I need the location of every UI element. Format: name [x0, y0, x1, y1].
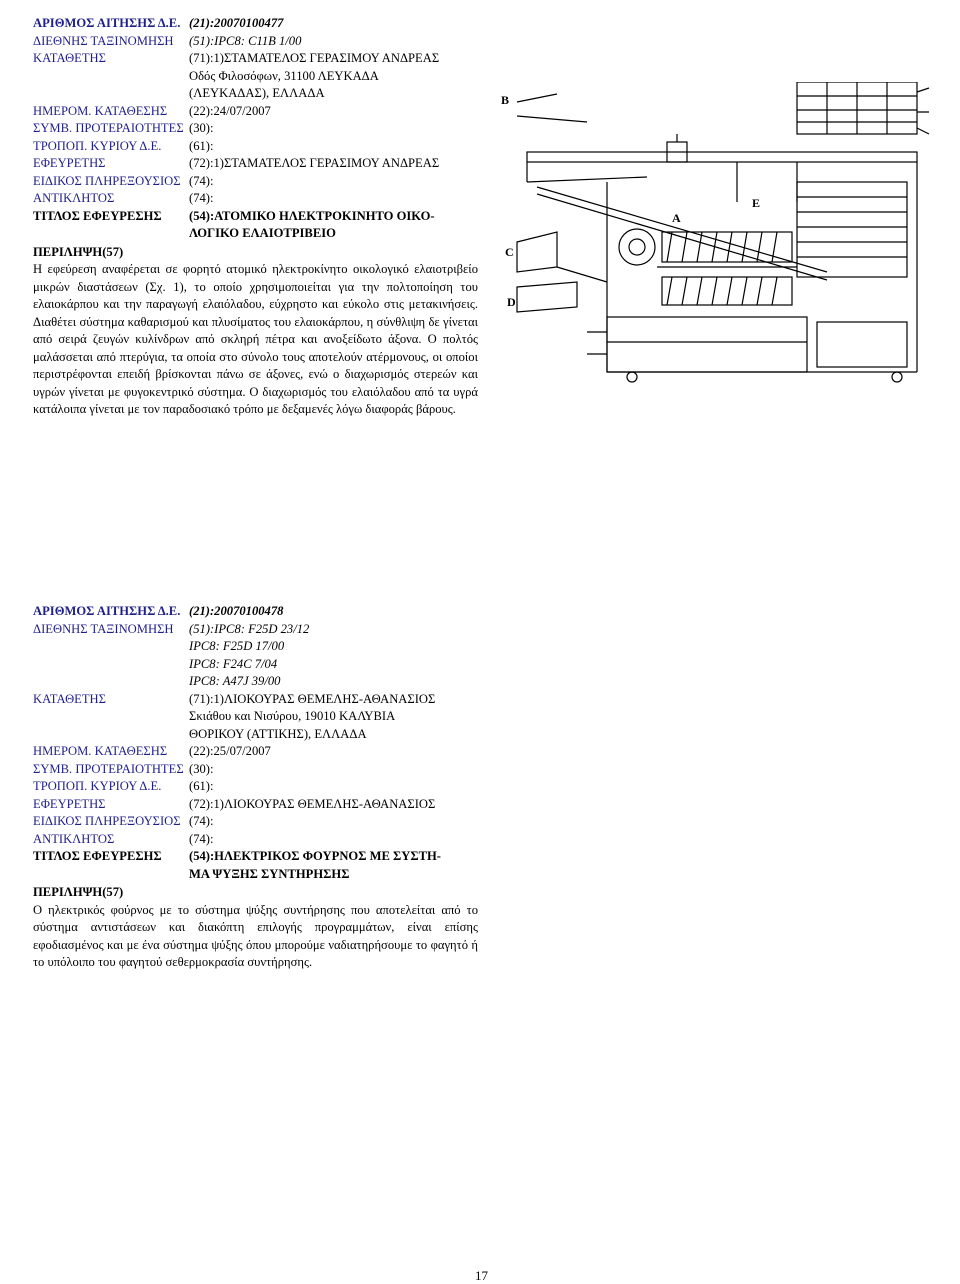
abstract-text: Ο ηλεκτρικός φούρνος με το σύστημα ψύξης συντήρησης που αποτελείται από το σύστημα αντιστάσεων και διακόπτη επιλογής προγραμμάτων, είναι επίσης εφοδιασμένος και με ένα σύστημα ψύξης όπου μπορούμε ναδιατηρήσουμε το φαγητό ή το υπόλοιπο του φαγητού σεθερμοκρασία συντήρησης. [33, 902, 478, 969]
field-label: ΕΦΕΥΡΕΤΗΣ [33, 796, 106, 811]
field-label: ΑΡΙΘΜΟΣ ΑΙΤΗΣΗΣ Δ.Ε. [33, 16, 181, 30]
field-value: (61): [189, 779, 214, 793]
field-value: (22):24/07/2007 [189, 103, 271, 118]
field-row [33, 15, 478, 33]
field-value: (74): [189, 191, 214, 205]
abstract-heading: ΠΕΡΙΛΗΨΗ(57) [33, 885, 124, 899]
field-label: ΔΙΕΘΝΗΣ ΤΑΞΙΝΟΜΗΣΗ [33, 33, 174, 48]
field-value: (30): [189, 761, 214, 776]
field-row [33, 120, 478, 138]
field-row [33, 173, 478, 191]
field-label: ΑΝΤΙΚΛΗΤΟΣ [33, 191, 115, 205]
field-label: ΚΑΤΑΘΕΤΗΣ [33, 691, 106, 706]
field-label: ΔΙΕΘΝΗΣ ΤΑΞΙΝΟΜΗΣΗ [33, 621, 174, 636]
figure-letter: C [505, 245, 514, 259]
field-value: (21):20070100478 [189, 604, 284, 618]
field-label: ΗΜΕΡΟΜ. ΚΑΤΑΘΕΣΗΣ [33, 744, 168, 758]
field-label: ΣΥΜΒ. ΠΡΟΤΕΡΑΙΟΤΗΤΕΣ [33, 121, 184, 135]
field-label: ΑΝΤΙΚΛΗΤΟΣ [33, 831, 115, 846]
field-label: ΑΡΙΘΜΟΣ ΑΙΤΗΣΗΣ Δ.Ε. [33, 604, 181, 618]
field-label: ΣΥΜΒ. ΠΡΟΤΕΡΑΙΟΤΗΤΕΣ [33, 761, 184, 776]
field-value: (74): [189, 814, 214, 828]
field-row [33, 603, 478, 621]
field-value: (74): [189, 831, 214, 846]
figure-letter: D [507, 295, 516, 309]
field-value: (30): [189, 121, 214, 135]
field-value: (21):20070100477 [189, 16, 284, 30]
drawing-roller-assembly [619, 229, 797, 305]
drawing-machine-frame [527, 134, 917, 372]
technical-drawing-figure [497, 82, 933, 387]
field-value: (71):1)ΣΤΑΜΑΤΕΛΟΣ ΓΕΡΑΣΙΜΟΥ ΑΝΔΡΕΑΣ Οδός Φιλοσόφων, 31100 ΛΕΥΚΑΔΑ (ΛΕΥΚΑΔΑΣ), ΕΛΛΑΔΑ [189, 51, 440, 100]
title-label: ΤΙΤΛΟΣ ΕΦΕΥΡΕΣΗΣ [33, 849, 162, 863]
field-row [33, 691, 478, 744]
field-row [33, 190, 478, 208]
field-row [33, 761, 478, 779]
title-label: ΤΙΤΛΟΣ ΕΦΕΥΡΕΣΗΣ [33, 208, 162, 223]
field-value: (71):1)ΛΙΟΚΟΥΡΑΣ ΘΕΜΕΛΗΣ-ΑΘΑΝΑΣΙΟΣ Σκιάθου και Νισύρου, 19010 ΚΑΛΥΒΙΑ ΘΟΡΙΚΟΥ (ΑΤΤΙΚΗΣ), ΕΛΛΑΔΑ [189, 691, 436, 741]
invention-title: (54):ΑΤΟΜΙΚΟ ΗΛΕΚΤΡΟΚΙΝΗΤΟ ΟΙΚΟ- ΛΟΓΙΚΟ ΕΛΑΙΟΤΡΙΒΕΙΟ [189, 208, 435, 240]
page-number: 17 [475, 1268, 488, 1283]
field-value: (72):1)ΛΙΟΚΟΥΡΑΣ ΘΕΜΕΛΗΣ-ΑΘΑΝΑΣΙΟΣ [189, 796, 436, 811]
field-row [33, 743, 478, 761]
field-row [33, 33, 478, 51]
field-label: ΤΡΟΠΟΠ. ΚΥΡΙΟΥ Δ.Ε. [33, 779, 162, 793]
field-label: ΕΙΔΙΚΟΣ ΠΛΗΡΕΞΟΥΣΙΟΣ [33, 173, 181, 188]
figure-letter: A [672, 211, 681, 225]
field-row [33, 155, 478, 173]
figure-letter: E [752, 196, 761, 210]
field-value: (22):25/07/2007 [189, 744, 271, 758]
field-row [33, 796, 478, 814]
field-label: ΗΜΕΡΟΜ. ΚΑΤΑΘΕΣΗΣ [33, 103, 168, 118]
abstract-text: Η εφεύρεση αναφέρεται σε φορητό ατομικό ηλεκτροκίνητο οικολογικό ελαιοτριβείο μικρών διαστάσεων (Σχ. 1), το οποίο χρησιμοποιείται για την πολτοποίηση του ελαιοκάρπου και την παραγωγή ελαιόλαδου, εύχρηστο και εύκολο στις μετακινήσεις. Διαθέτει σύστημα καθαρισμού και πλυσίματος του ελαιοκάρπου, η σύνθλιψη δε γίνεται από σειρά ζευγών κυλίνδρων από σκληρή πέτρα και ανοξείδωτο άξονα. Ο πολτός μαλάσσεται από πτερύγια, τα οποία στο σύνολο τους αποτελούν ατέρμονους, οι οποίοι περιστρέφονται επειδή βρίσκονται πάνω σε άξονες, ενώ ο διαχωρισμός στερεών και υγρών γίνεται με φυγοκεντρικό σύστημα. Ο διαχωρισμός του ελαιόλαδου από τα υγρά κατάλοιπα γίνεται με τον παραδοσιακό τρόπο με δεξαμενές λόγω διαφοράς βάρους. [33, 262, 478, 416]
field-label: ΤΡΟΠΟΠ. ΚΥΡΙΟΥ Δ.Ε. [33, 138, 162, 153]
field-label: ΕΙΔΙΚΟΣ ΠΛΗΡΕΞΟΥΣΙΟΣ [33, 814, 181, 828]
figure-letter: B [501, 93, 510, 107]
drawing-left-chute [517, 232, 607, 312]
patent-entry-2 [33, 603, 478, 972]
title-row [33, 848, 478, 883]
field-label: ΚΑΤΑΘΕΤΗΣ [33, 51, 106, 65]
field-value: (74): [189, 173, 214, 188]
patent-entry-1 [33, 15, 478, 419]
field-row [33, 50, 478, 103]
drawing-inset-top [517, 82, 929, 134]
field-row [33, 813, 478, 831]
field-value: (72):1)ΣΤΑΜΑΤΕΛΟΣ ΓΕΡΑΣΙΜΟΥ ΑΝΔΡΕΑΣ [189, 156, 440, 170]
abstract-heading: ΠΕΡΙΛΗΨΗ(57) [33, 244, 124, 259]
field-row [33, 778, 478, 796]
field-row [33, 831, 478, 849]
field-row [33, 621, 478, 691]
field-row [33, 103, 478, 121]
field-value: (61): [189, 138, 214, 153]
drawing-right-compartment [797, 182, 907, 277]
field-value: (51):IPC8: F25D 23/12 IPC8: F25D 17/00 IPC8: F24C 7/04 IPC8: A47J 39/00 [189, 621, 310, 688]
title-row [33, 208, 478, 243]
field-value: (51):IPC8: C11B 1/00 [189, 33, 302, 48]
invention-title: (54):ΗΛΕΚΤΡΙΚΟΣ ΦΟΥΡΝΟΣ ΜΕ ΣΥΣΤΗ- ΜΑ ΨΥΞΗΣ ΣΥΝΤΗΡΗΣΗΣ [189, 849, 441, 881]
field-row [33, 138, 478, 156]
field-label: ΕΦΕΥΡΕΤΗΣ [33, 156, 106, 170]
